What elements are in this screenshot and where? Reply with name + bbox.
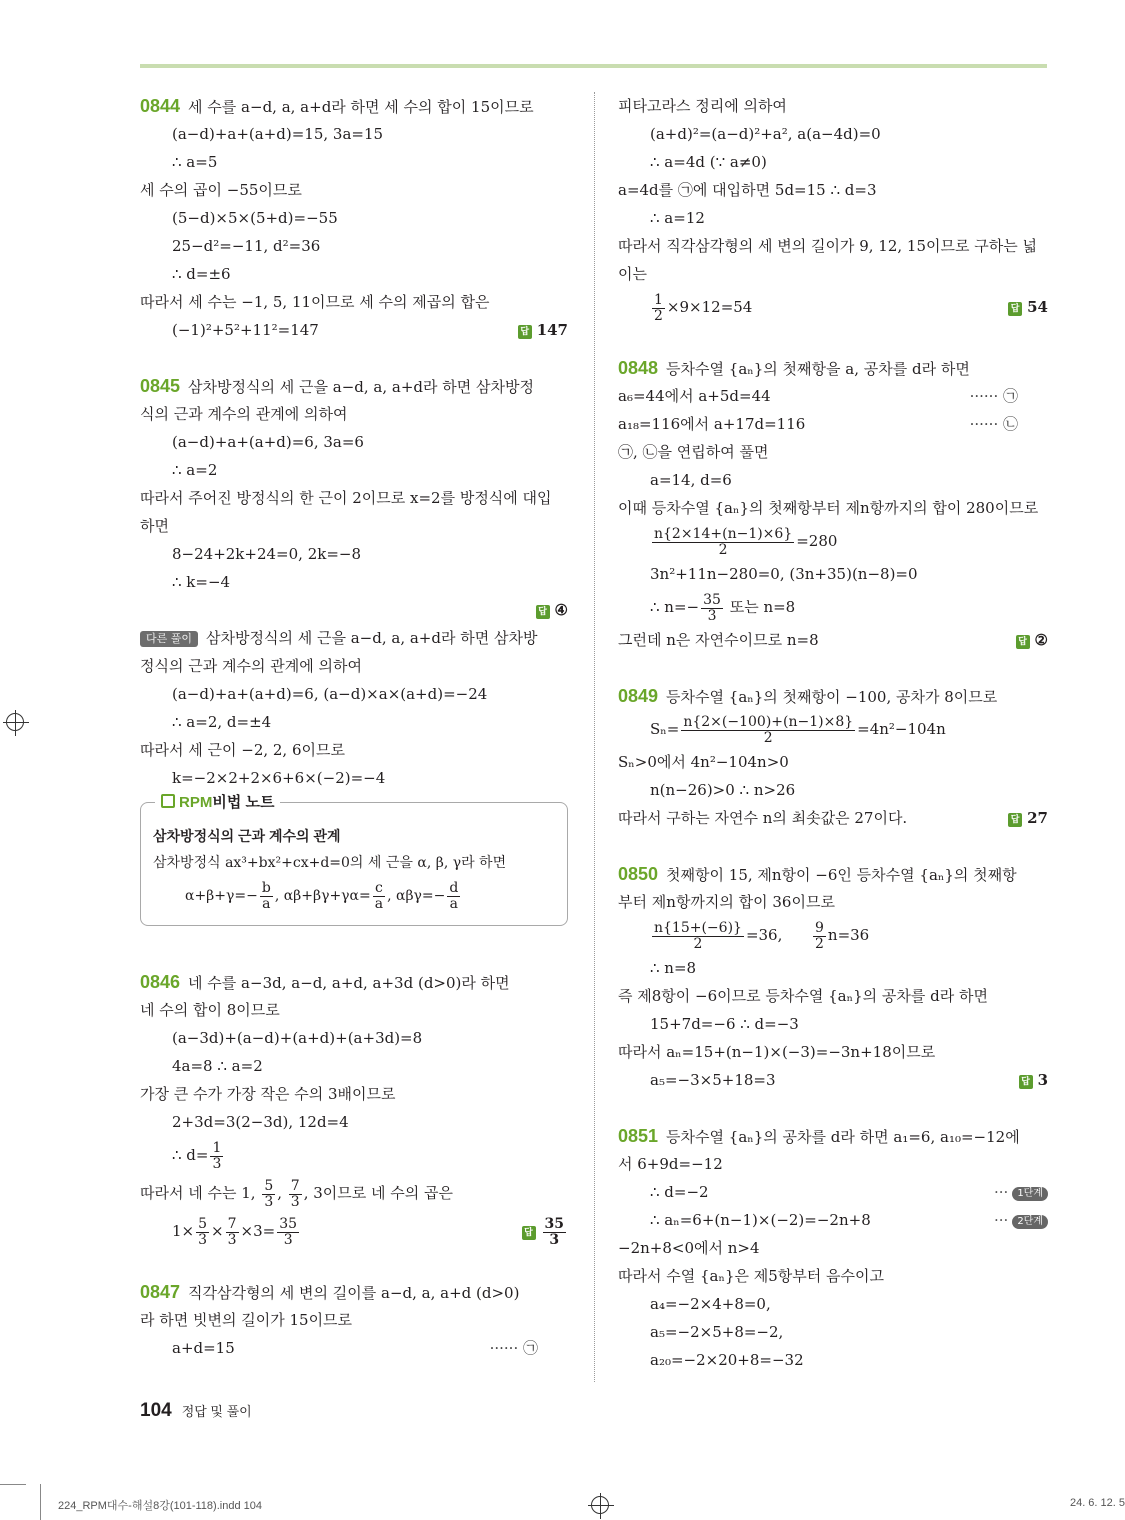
answer-tag: 답 <box>1019 1075 1033 1089</box>
answer-badge: 답 $\frac{35}{3}$ <box>522 1212 568 1250</box>
column-divider <box>594 92 595 1382</box>
note-pencil-icon <box>161 794 175 808</box>
problem-number: 0848 <box>618 358 659 378</box>
problem-0845: 0845 삼차방정식의 세 근을 a−d, a, a+d라 하면 삼차방정 식의 근과 계수의 관계에 의하여 (a−d)+a+(a+d)=6, 3a=6 ∴ a=2 따라서 주어진 방정식의 한 근이 2이므로 x=2를 방정식에 대입 하면 8−24+2k+24=0, 2k=−8 ∴ k=−4 답 ④ 다른 풀이 삼차방정식의 세 근을 a−d, a, a+d라 하면 삼차방 정식의 근과 계수의 관계에 의하여 (a−d)+a+(a+d)=6, (a−d)×a×(a+d)=−24 ∴ a=2, d=±4 따라서 세 근이 −2, 2, 6이므로 k=−2×2+2×6+6×(−2)=−4 <box>140 376 568 787</box>
problem-0849: 0849 등차수열 {aₙ}의 첫째항이 −100, 공차가 8이므로 Sₙ= $\frac{n\{2\times(-100)+(n-1)\times 8\}}{2}$ =4n²−104n Sₙ>0에서 4n²−104n>0 n(n−26)>0 ∴ n>26 따라서 구하는 자연수 n의 최솟값은 27이다. 답 27 <box>618 682 1048 832</box>
registration-mark-icon <box>591 1496 609 1514</box>
problem-0850: 0850 첫째항이 15, 제n항이 −6인 등차수열 {aₙ}의 첫째항 부터 제n항까지의 합이 36이므로 $\frac{n\{15+(-6)\}}{2}$ =36, $\frac{9}{2}$ n=36 ∴ n=8 즉 제8항이 −6이므로 등차수열 {aₙ}의 공차를 d라 하면 15+7d=−6 ∴ d=−3 따라서 aₙ=15+(n−1)×(−3)=−3n+18이므로 a₅=−3×5+18=3 답 3 <box>618 860 1048 1094</box>
answer-badge: 답 147 <box>518 316 568 344</box>
answer-badge: 답 ② <box>1016 626 1048 654</box>
problem-number: 0851 <box>618 1126 659 1146</box>
crop-mark <box>40 1484 41 1520</box>
problem-0846: 0846 네 수를 a−3d, a−d, a+d, a+3d (d>0)라 하면 네 수의 합이 8이므로 (a−3d)+(a−d)+(a+d)+(a+3d)=8 4a=8 ∴ a=2 가장 큰 수가 가장 작은 수의 3배이므로 2+3d=3(2−3d), 12d=4 ∴ d= $\frac{1}{3}$ 따라서 네 수는 1, $\frac{5}{3}$ , $\frac{7}{3}$ , 3이므로 네 수의 곱은 1× $\frac{5}{3}$ × $\frac{7}{3}$ ×3= $\frac{35}{3}$ 답 $\frac{35}{3}$ <box>140 968 568 1250</box>
answer-tag: 답 <box>1016 635 1030 649</box>
answer-tag: 답 <box>522 1226 536 1240</box>
crop-mark <box>0 1484 26 1485</box>
problem-0847-continued: 피타고라스 정리에 의하여 (a+d)²=(a−d)²+a², a(a−4d)=0 ∴ a=4d (∵ a≠0) a=4d를 ㉠에 대입하면 5d=15 ∴ d=3 ∴ a=12 따라서 직각삼각형의 세 변의 길이가 9, 12, 15이므로 구하는 넓 이는 $\frac{1}{2}$ ×9×12=54 답 54 <box>618 92 1048 326</box>
header-rule <box>140 64 1047 68</box>
problem-0844: 0844 세 수를 a−d, a, a+d라 하면 세 수의 합이 15이므로 (a−d)+a+(a+d)=15, 3a=15 ∴ a=5 세 수의 곱이 −55이므로 (5−d)×5×(5+d)=−55 25−d²=−11, d²=36 ∴ d=±6 따라서 세 수는 −1, 5, 11이므로 세 수의 제곱의 합은 (−1)²+5²+11²=147 답 147 <box>140 92 568 344</box>
problem-number: 0844 <box>140 96 181 116</box>
problem-0851: 0851 등차수열 {aₙ}의 공차를 d라 하면 a₁=6, a₁₀=−12에 서 6+9d=−12 ∴ d=−2 ··· 1단계 ∴ aₙ=6+(n−1)×(−2)=−2n+8 ··· 2단계 −2n+8<0에서 n>4 따라서 수열 {aₙ}은 제5항부터 음수이고 a₄=−2×4+8=0, a₅=−2×5+8=−2, a₂₀=−2×20+8=−32 <box>618 1122 1048 1374</box>
problem-number: 0849 <box>618 686 659 706</box>
right-column <box>618 92 1048 1374</box>
problem-number: 0845 <box>140 376 181 396</box>
left-column <box>140 92 568 1362</box>
print-date: 24. 6. 12. 5 <box>1069 1497 1125 1509</box>
equation-marker: ······ ㉡ <box>969 415 1018 433</box>
print-slug: 224_RPM대수-해설8강(101-118).indd 104 <box>58 1500 262 1512</box>
answer-tag: 답 <box>518 325 532 339</box>
equation-marker: ······ ㉠ <box>489 1339 538 1357</box>
answer-tag: 답 <box>536 605 550 619</box>
step-badge: ··· 1단계 <box>994 1178 1048 1206</box>
answer-tag: 답 <box>1008 813 1022 827</box>
problem-number: 0846 <box>140 972 181 992</box>
rpm-tip-box: RPM비법 노트 삼차방정식의 근과 계수의 관계 삼차방정식 ax³+bx²+cx+d=0의 세 근을 α, β, γ라 하면 α+β+γ=− $\frac{b}{a}$ , αβ+βγ+γα= $\frac{c}{a}$ , αβγ=− $\frac{d}{a}$ <box>140 802 568 926</box>
page-footer <box>140 1400 252 1422</box>
tip-box-header: RPM비법 노트 <box>155 791 280 812</box>
problem-0848: 0848 등차수열 {aₙ}의 첫째항을 a, 공차를 d라 하면 a₆=44에서 a+5d=44 ······ ㉠ a₁₈=116에서 a+17d=116 ······ ㉡ ㉠, ㉡을 연립하여 풀면 a=14, d=6 이때 등차수열 {aₙ}의 첫째항부터 제n항까지의 합이 280이므로 $\frac{n\{2\times 14+(n-1)\times 6\}}{2}$ =280 3n²+11n−280=0, (3n+35)(n−8)=0 ∴ n=− $\frac{35}{3}$ 또는 n=8 그런데 n은 자연수이므로 n=8 답 ② <box>618 354 1048 654</box>
equation-marker: ······ ㉠ <box>969 387 1018 405</box>
step-badge: ··· 2단계 <box>994 1206 1048 1234</box>
answer-badge: 답 54 <box>1008 288 1048 326</box>
page-number: 104 <box>140 1400 172 1421</box>
answer-badge: 답 ④ <box>536 596 568 624</box>
problem-0847: 0847 직각삼각형의 세 변의 길이를 a−d, a, a+d (d>0) 라 하면 빗변의 길이가 15이므로 a+d=15 ······ ㉠ <box>140 1278 568 1362</box>
footer-label: 정답 및 풀이 <box>181 1404 252 1419</box>
problem-number: 0850 <box>618 864 659 884</box>
answer-badge: 답 27 <box>1008 804 1048 832</box>
answer-badge: 답 3 <box>1019 1066 1048 1094</box>
registration-mark-icon <box>6 713 24 731</box>
problem-number: 0847 <box>140 1282 181 1302</box>
answer-tag: 답 <box>1008 302 1022 316</box>
tip-title: 삼차방정식의 근과 계수의 관계 <box>153 828 341 844</box>
alt-solution-tag: 다른 풀이 <box>140 631 198 647</box>
